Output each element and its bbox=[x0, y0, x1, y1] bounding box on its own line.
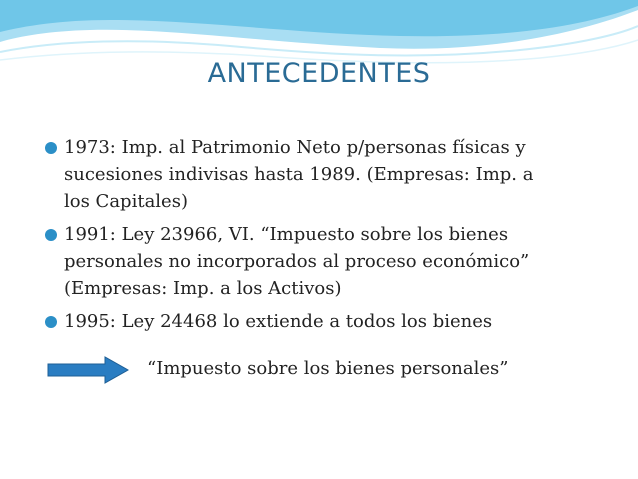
bullet-item bbox=[40, 134, 620, 215]
slide-title: ANTECEDENTES bbox=[207, 58, 431, 89]
round-bullet-icon bbox=[45, 316, 57, 328]
arrow-row bbox=[47, 353, 627, 387]
bullet-item bbox=[40, 221, 620, 302]
bullet-text: 1995: Ley 24468 lo extiende a todos los bienes bbox=[64, 311, 493, 332]
bullet-text: 1991: Ley 23966, VI. “Impuesto sobre los bienes personales no incorporados al proceso económico” (Empresas: Imp. a los Activos) bbox=[64, 224, 530, 299]
arrow-caption: “Impuesto sobre los bienes personales” bbox=[147, 358, 509, 379]
bullet-list bbox=[40, 134, 620, 341]
bullet-item bbox=[40, 308, 620, 335]
right-arrow-icon bbox=[47, 356, 129, 384]
round-bullet-icon bbox=[45, 229, 57, 241]
bullet-text: 1973: Imp. al Patrimonio Neto p/personas físicas y sucesiones indivisas hasta 1989. (Empresas: Imp. a los Capitales) bbox=[64, 137, 534, 212]
round-bullet-icon bbox=[45, 142, 57, 154]
